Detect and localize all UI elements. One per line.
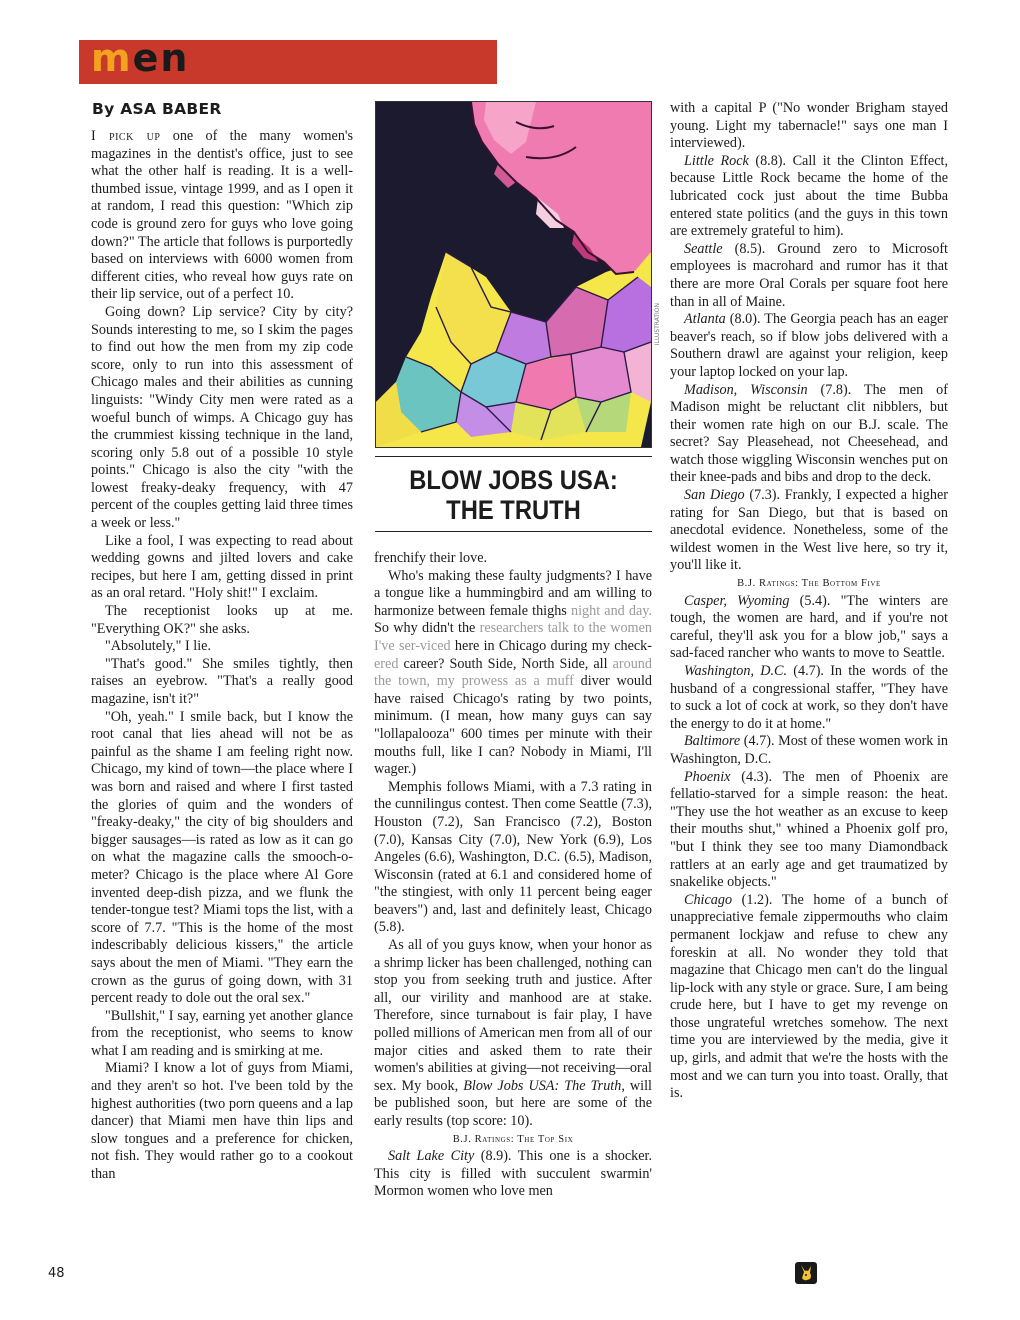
paragraph: "That's good." She smiles tightly, then raises an eyebrow. "That's a really good magazine, isn't it?" [91, 655, 353, 707]
paragraph-text: here in Chicago during my check- [450, 637, 652, 654]
city-name: Little Rock [684, 152, 749, 169]
rating-entry [670, 663, 948, 733]
city-name: Chicago [684, 891, 733, 908]
paragraph-text: will be published soon, but here are some of the early results (top score: 10). [374, 1077, 652, 1129]
city-name: Baltimore [684, 733, 741, 750]
article-column-3 [670, 100, 948, 1103]
headline-line-1: BLOW JOBS USA: [409, 465, 618, 495]
faded-text: night and day. [570, 602, 652, 619]
illustration [375, 101, 652, 448]
paragraph-text: As all of you guys know, when your honor as a shrimp licker has been challenged, nothing can stop you from seeking truth and justice. After all, our virility and manhood are at stake. Therefore, since turnabout is fair play, I have polled millions of American men from all of our major cities and asked them to rate their women's abilities at giving—not receiving—oral sex. My book, [374, 937, 652, 1094]
page-number: 48 [48, 1266, 65, 1281]
subhead-bottom-five: B.J. Ratings: The Bottom Five [737, 578, 881, 590]
rating-text: (7.3). Frankly, I expected a higher rating for San Diego, but that is based on anecdotal evidence. Nonetheless, some of the wildest women in the West live here, so try it, you'll like it. [670, 487, 948, 574]
rating-entry [670, 769, 948, 892]
paragraph: "Absolutely," I lie. [105, 638, 212, 655]
paragraph-text: Who's making these faulty judgments? I have a tongue like a hummingbird and am willing to harmonize between female thighs [374, 567, 652, 619]
rating-text: (4.3). The men of Phoenix are fellatio-starved for a simple reason: the heat. "They use the hot weather as an excuse to keep their mouths shut," whined a Phoenix golf pro, "but I think they see too many Diamondback rattlers at an early age and get traumatized by snakelike objects." [670, 768, 948, 891]
subhead-top-six: B.J. Ratings: The Top Six [452, 1133, 574, 1145]
city-name: Madison, Wisconsin [684, 381, 808, 398]
paragraph: The receptionist looks up at me. "Everything OK?" she asks. [91, 603, 353, 637]
paragraph [374, 568, 652, 779]
faded-text: ered [374, 655, 399, 672]
city-name: Washington, D.C. [684, 663, 788, 679]
city-name: Phoenix [684, 768, 731, 785]
city-name: Casper, Wyoming [684, 592, 790, 609]
article-column-2 [374, 550, 652, 1201]
rating-text: (8.5). Ground zero to Microsoft employees is macrohard and rumor has it that there are more Oral Corals per square foot here than in all of Maine. [670, 240, 948, 310]
paragraph: "Bullshit," I say, earning yet another glance from the receptionist, who seems to know what I am reading and is smirking at me. [91, 1007, 353, 1059]
paragraph-text: one of the many women's magazines in the dentist's office, just to see what the other half is reading. It is a well-thumbed issue, vintage 1999, and as I open it at random, I read this question: "Which zip code is ground zero for guys who love going down?" The article that follows is purportedly based on interviews with 6000 women from different cities, who reveal how guys rate on their lip service, out of a perfect 10. [91, 128, 353, 303]
paragraph: frenchify their love. [374, 550, 488, 566]
section-header [79, 36, 497, 84]
lead-in: I pick up [91, 128, 161, 144]
paragraph: "Oh, yeah." I smile back, but I know the root canal that lies ahead will not be as painful as the shame I am feeling right now. Chicago, my kind of town—the place where I was born and raised and where I first tasted the glories of quim and the wonders of "freaky-deaky," the city of big shoulders and bigger sausages—is rated as low as it can go on what the magazine calls the smooch-o-meter? Chicago is the place where Al Gore invented deep-dish pizza, and we flunk the tender-tongue test? Miami tops the list, with a score of 7.7. "This is the home of the most indescribably delicious kissers," the article says about the men of Miami. "They earn the crown as the gurus of going down, with 31 percent ready to dole out the oral sex." [91, 708, 353, 1007]
byline: By ASA BABER [92, 100, 222, 118]
section-title: men [91, 36, 190, 80]
rating-text: (4.7). In the words of the husband of a congressional staffer, "They have to suck a lot of cock at work, so they don't have the energy to do it at home." [670, 663, 948, 732]
rating-entry [374, 1148, 652, 1201]
rating-text: (1.2). The home of a bunch of unappreciative female zippermouths who claim permanent lockjaw and refuse to chew any foreskin at all. No wonder they told that magazine that Chicago men can't do the lingual lip-lock with any style or grace. Sure, I am being crude here, but I have to get my revenge on those ungrateful wretches somehow. The next time you are interviewed by the media, give it up, girls, and admit that we're the hosts with the most and we can turn you into toast. Orally, that is. [670, 891, 948, 1102]
paragraph [374, 937, 652, 1131]
paragraph: Going down? Lip service? City by city? Sounds interesting to me, so I skim the pages to find out how the men from my zip code score, only to run into this assessment of Chicago males and their abilities as cunning linguists: "Windy City men were rated as a woeful bunch of wimps. A Chicago guy has the crummiest kissing technique in the land, scoring only 5.8 out of a possible 10 style points." Chicago is also the city "with the lowest freaky-deaky frequency, with 47 percent of the couples getting laid three times a week or less." [91, 303, 353, 532]
city-name: Salt Lake City [388, 1148, 475, 1165]
rating-text: (8.8). Call it the Clinton Effect, because Little Rock became the home of the lubricated cock just about the time Bubba entered state politics (and the guys in this town are extremely grateful to him). [670, 152, 948, 240]
article-column-1 [91, 128, 353, 1184]
illustration-credit: ILLUSTRATION [654, 303, 661, 346]
rating-entry [670, 487, 948, 575]
paragraph: Miami? I know a lot of guys from Miami, and they aren't so hot. I've been told by the highest authorities (two porn queens and a lap dancer) that Miami men have thin lips and slow tongues and a preference for chicken, not fish. They would rather go to a cookout than [91, 1060, 353, 1183]
book-title: Blow Jobs USA: The Truth, [463, 1077, 625, 1094]
city-name: San Diego [684, 487, 745, 504]
rating-text: (8.9). This one is a shocker. This city is filled with succulent swarmin' Mormon women who love men [374, 1148, 652, 1200]
rating-entry [670, 241, 948, 311]
rating-entry [670, 593, 948, 663]
paragraph: Memphis follows Miami, with a 7.3 rating in the cunnilingus contest. Then come Seattle (7.3), Houston (7.2), San Francisco (7.2), Boston (7.0), Kansas City (7.0), New York (6.9), Los Angeles (6.6), Washington, D.C. (6.5), Madison, Wisconsin (rated at 6.1 and considered home of "the stingiest, with only 11 percent being eager beavers") and, last and definitely least, Chicago (5.8). [374, 778, 652, 936]
rating-entry [670, 153, 948, 241]
faded-text: around the town, my prowess as a muff [374, 655, 652, 690]
headline-rule-top [375, 456, 652, 457]
faded-text: researchers talk to the women I've ser-viced [374, 620, 652, 654]
map-face-illustration [376, 102, 651, 447]
article-headline [392, 465, 636, 525]
city-name: Seattle [684, 240, 723, 257]
paragraph-text: career? South Side, North Side, all [398, 655, 613, 672]
paragraph [91, 128, 353, 304]
rating-entry [670, 733, 948, 768]
rating-text: (7.8). The men of Madison might be reluctant clit nibblers, but their women rate high on our B.J. scale. The secret? Say Pleasehead, not Cheesehead, and watch those wiggling Wisconsin wenches put on their knee-pads and bibs and drop to the deck. [670, 381, 948, 486]
rating-entry [670, 382, 948, 488]
paragraph-text: So why didn't the [374, 620, 480, 637]
paragraph-text: diver would have raised Chicago's rating by two points, minimum. (I mean, how many guys can say "lollapalooza" 600 times per minute with their mouths full, like I can? Nobody in Miami, I'll wager.) [374, 673, 652, 778]
headline-rule-bottom [375, 531, 652, 532]
rabbit-head-glyph [798, 1264, 814, 1282]
city-name: Atlanta [684, 311, 726, 328]
paragraph: with a capital P ("No wonder Brigham stayed young. Light my tabernacle!" says one man I interviewed). [670, 100, 948, 152]
paragraph: Like a fool, I was expecting to read about wedding gowns and jilted lovers and cake recipes, but here I am, getting dissed in print as an oral retard. "Holy shit!" I exclaim. [91, 532, 353, 602]
headline-line-2: THE TRUTH [446, 495, 581, 525]
rating-entry [670, 892, 948, 1103]
rating-text: (8.0). The Georgia peach has an eager beaver's reach, so if blow jobs delivered with a Southern drawl are against your religion, keep your laptop locked on your lap. [670, 311, 948, 380]
rating-entry [670, 311, 948, 381]
rabbit-head-icon [795, 1262, 817, 1284]
rating-text: (5.4). "The winters are tough, the women are hard, and if you're not careful, they'll ask you for a blow job," says a sad-faced rancher who wants to move to Seattle. [670, 592, 948, 662]
rating-text: (4.7). Most of these women work in Washington, D.C. [670, 733, 948, 767]
